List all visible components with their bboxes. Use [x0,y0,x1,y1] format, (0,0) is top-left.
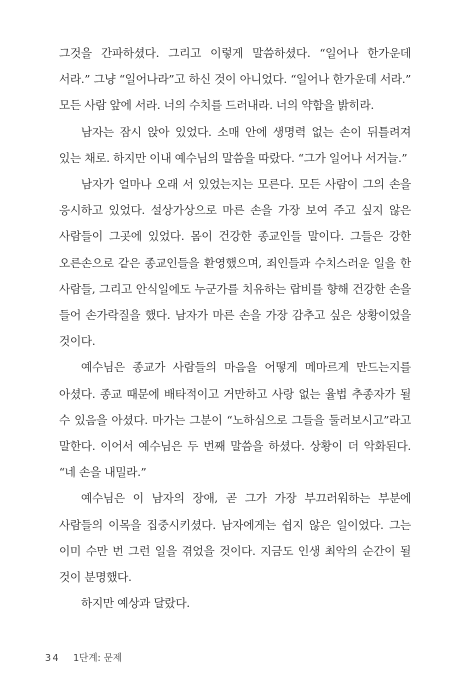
paragraph-3: 남자가 얼마나 오래 서 있었는지는 모른다. 모든 사람이 그의 손을 응시하고 있었다. 설상가상으로 마른 손을 가장 보여 주고 싶지 않은 사람들이 그곳에 있었다. 몸이 건강한 종교인들 말이다. 그들은 강한 오른손으로 같은 종교인들을 환영했으며, 죄인들과 수치스러운 일을 한 사람들, 그리고 안식일에도 누군가를 치유하는 랍비를 향해 건강한 손을 들어 손가락질을 했다. 남자가 마른 손을 가장 감추고 싶은 상황이었을 것이다. [59,177,411,349]
body-text [59,40,411,616]
paragraph-1: 그것을 간파하셨다. 그리고 이렇게 말씀하셨다. “일어나 한가운데 서라.” 그냥 “일어나라”고 하신 것이 아니었다. “일어나 한가운데 서라.” 모든 사람 앞에 서라. 너의 수치를 드러내라. 너의 약함을 밝히라. [59,46,411,113]
paragraph-2: 남자는 잠시 앉아 있었다. 소매 안에 생명력 없는 손이 뒤틀려져 있는 채로. 하지만 이내 예수님의 말씀을 따랐다. “그가 일어나 서거늘.” [59,124,411,165]
page-number: 34 [45,653,61,664]
paragraph-4: 예수님은 종교가 사람들의 마음을 어떻게 메마르게 만드는지를 아셨다. 종교 때문에 배타적이고 거만하고 사랑 없는 율법 추종자가 될 수 있음을 아셨다. 마가는 그분이 “노하심으로 그들을 둘러보시고”라고 말한다. 이어서 예수님은 두 번째 말씀을 하셨다. 상황이 더 악화된다. “네 손을 내밀라.” [59,360,411,480]
paragraph-5: 예수님은 이 남자의 장애, 곧 그가 가장 부끄러워하는 부분에 사람들의 이목을 집중시키셨다. 남자에게는 쉽지 않은 일이었다. 그는 이미 수만 번 그런 일을 겪었을 것이다. 지금도 인생 최악의 순간이 될 것이 분명했다. [59,491,411,585]
running-footer-chapter: 1단계: 문제 [73,653,123,664]
page-footer [45,650,122,664]
paragraph-6: 하지만 예상과 달랐다. [81,596,190,611]
